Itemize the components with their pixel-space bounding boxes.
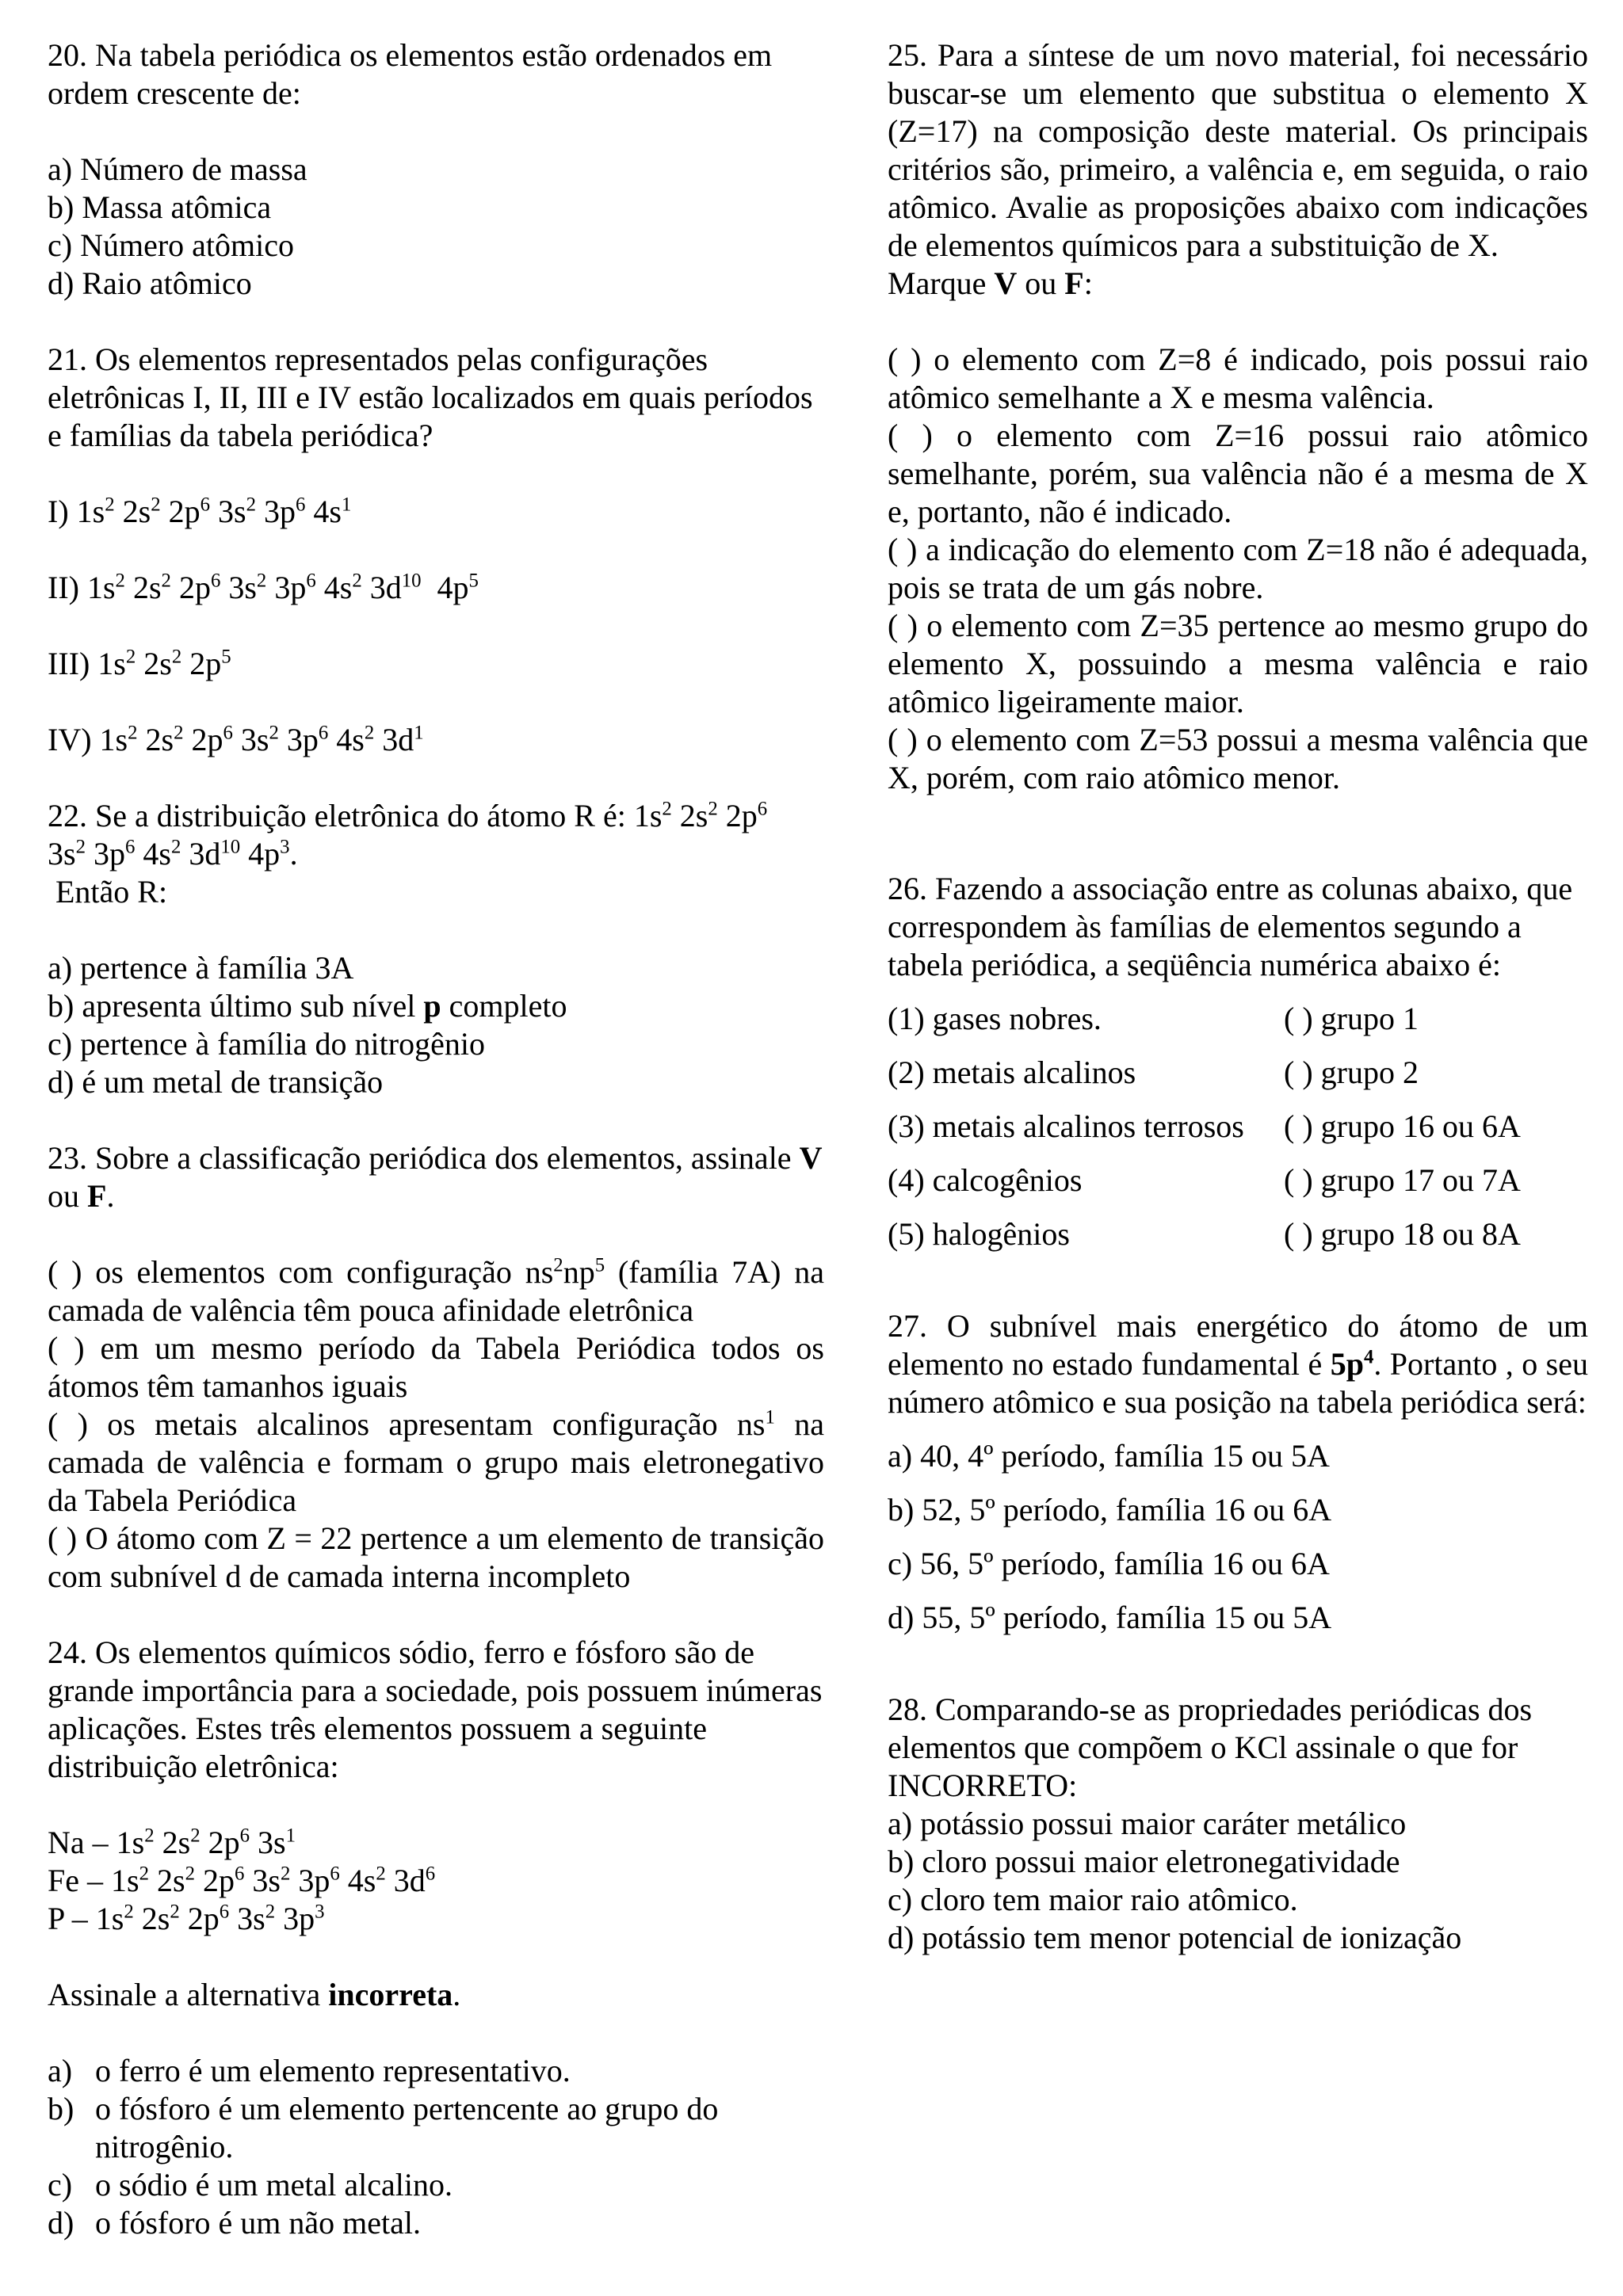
question-28-stem: 28. Comparando-se as propriedades periódicas dos elementos que compõem o KCl assinale o que for INCORRETO: (888, 1691, 1533, 1803)
question-25-statement-2: ( ) o elemento com Z=16 possui raio atômico semelhante, porém, sua valência não é a mesma de X e, portanto, não é indicado. (888, 418, 1588, 529)
question-27-option-d: d) 55, 5º período, família 15 ou 5A (888, 1600, 1332, 1635)
question-23-statement-2: ( ) em um mesmo período da Tabela Periódica todos os átomos têm tamanhos iguais (48, 1330, 824, 1404)
question-24-option-c: c) o sódio é um metal alcalino. (48, 2167, 453, 2203)
configuration-iii: III) $1s^2$ $2s^2$ $2p^5$ (48, 646, 231, 681)
association-row: (1) gases nobres. ( ) grupo 1 (888, 1001, 1419, 1036)
question-23 (48, 1139, 824, 1596)
question-24-instruction: Assinale a alternativa incorreta. (48, 1977, 461, 2012)
question-20-option-a: a) Número de massa (48, 151, 307, 187)
question-23-statement-4: ( ) O átomo com Z = 22 pertence a um elemento de transição com subnível d de camada interna incompleto (48, 1520, 824, 1594)
question-20 (48, 36, 824, 303)
question-27-option-c: c) 56, 5º período, família 16 ou 6A (888, 1546, 1330, 1581)
question-25-statement-1: ( ) o elemento com Z=8 é indicado, pois possui raio atômico semelhante a X e mesma valência. (888, 341, 1588, 415)
question-20-option-c: c) Número atômico (48, 227, 294, 263)
question-27-option-b: b) 52, 5º período, família 16 ou 6A (888, 1492, 1332, 1527)
question-28-option-c: c) cloro tem maior raio atômico. (888, 1882, 1298, 1917)
question-25-statement-5: ( ) o elemento com Z=53 possui a mesma valência que X, porém, com raio atômico menor. (888, 722, 1588, 795)
left-column (48, 36, 824, 2242)
question-23-statement-3: ( ) os metais alcalinos apresentam configuração $ns^1$ na camada de valência e formam o grupo mais eletronegativo da Tabela Periódica (48, 1406, 824, 1518)
question-28 (888, 1691, 1588, 1957)
question-25 (888, 36, 1588, 797)
question-21 (48, 341, 824, 759)
question-22-then: Então R: (55, 874, 168, 910)
question-26-stem: 26. Fazendo a associação entre as colunas abaixo, que correspondem às famílias de elementos segundo a tabela periódica, a seqüência numérica abaixo é: (888, 871, 1573, 982)
question-23-stem: 23. Sobre a classificação periódica dos elementos, assinale V ou F. (48, 1140, 823, 1214)
association-row: (3) metais alcalinos terrosos ( ) grupo 16 ou 6A (888, 1108, 1521, 1144)
question-28-option-d: d) potássio tem menor potencial de ionização (888, 1920, 1462, 1955)
right-column (888, 36, 1588, 1957)
configuration-iv: IV) $1s^2$ $2s^2$ $2p^6$ $3s^2$ $3p^6$ $4s^2$ $3d^1$ (48, 722, 424, 757)
question-27-option-a: a) 40, 4º período, família 15 ou 5A (888, 1438, 1330, 1474)
question-22-stem: 22. Se a distribuição eletrônica do átomo R é: $1s^2$ $2s^2$ $2p^6$ $3s^2$ $3p^6$ $4s^2$ $3d^{10}$ $4p^3$. (48, 798, 768, 871)
configuration-na: Na – $1s^2$ $2s^2$ $2p^6$ $3s^1$ (48, 1825, 296, 1860)
question-24-stem: 24. Os elementos químicos sódio, ferro e fósforo são de grande importância para a sociedade, pois possuem inúmeras aplicações. Estes três elementos possuem a seguinte distribuição eletrônica: (48, 1634, 823, 1784)
association-row: (5) halogênios ( ) grupo 18 ou 8A (888, 1216, 1521, 1252)
question-25-statement-3: ( ) a indicação do elemento com Z=18 não é adequada, pois se trata de um gás nobre. (888, 532, 1588, 605)
question-24-option-a: a) o ferro é um elemento representativo. (48, 2053, 571, 2088)
question-22 (48, 797, 824, 1101)
question-24 (48, 1634, 824, 2242)
question-22-option-c: c) pertence à família do nitrogênio (48, 1026, 485, 1062)
question-24-option-b: b) o fósforo é um elemento pertencente ao grupo do nitrogênio. (48, 2091, 719, 2164)
question-21-stem: 21. Os elementos representados pelas configurações eletrônicas I, II, III e IV estão localizados em quais períodos e famílias da tabela periódica? (48, 341, 813, 453)
question-25-instruction: Marque V ou F: (888, 265, 1093, 301)
question-20-option-b: b) Massa atômica (48, 189, 272, 225)
question-28-option-b: b) cloro possui maior eletronegatividade (888, 1844, 1400, 1879)
question-27-stem: 27. O subnível mais energético do átomo de um elemento no estado fundamental é $5p^4$. Portanto , o seu número atômico e sua posição na tabela periódica será: (888, 1308, 1588, 1420)
question-20-stem: 20. Na tabela periódica os elementos estão ordenados em ordem crescente de: (48, 37, 773, 111)
question-22-option-a: a) pertence à família 3A (48, 950, 354, 986)
configuration-i: I) $1s^2$ $2s^2$ $2p^6$ $3s^2$ $3p^6$ $4s^1$ (48, 494, 352, 529)
association-row: (4) calcogênios ( ) grupo 17 ou 7A (888, 1162, 1521, 1198)
question-23-statement-1: ( ) os elementos com configuração $ns^2np^5$ (família 7A) na camada de valência têm pouca afinidade eletrônica (48, 1254, 825, 1328)
association-row: (2) metais alcalinos ( ) grupo 2 (888, 1055, 1419, 1090)
configuration-fe: Fe – $1s^2$ $2s^2$ $2p^6$ $3s^2$ $3p^6$ $4s^2$ $3d^6$ (48, 1863, 436, 1898)
question-25-statement-4: ( ) o elemento com Z=35 pertence ao mesmo grupo do elemento X, possuindo a mesma valência e raio atômico ligeiramente maior. (888, 608, 1588, 719)
question-25-stem: 25. Para a síntese de um novo material, foi necessário buscar-se um elemento que substitua o elemento X (Z=17) na composição deste material. Os principais critérios são, primeiro, a valência e, em seguida, o raio atômico. Avalie as proposições abaixo com indicações de elementos químicos para a substituição de X. (888, 37, 1588, 263)
configuration-ii: II) $1s^2$ $2s^2$ $2p^6$ $3s^2$ $3p^6$ $4s^2$ $3d^{10}$ $4p^5$ (48, 570, 479, 605)
question-20-option-d: d) Raio atômico (48, 265, 252, 301)
question-28-option-a: a) potássio possui maior caráter metálico (888, 1806, 1407, 1841)
question-27 (888, 1307, 1588, 1637)
question-24-option-d: d) o fósforo é um não metal. (48, 2205, 421, 2241)
question-22-option-d: d) é um metal de transição (48, 1064, 384, 1100)
configuration-p: P – $1s^2$ $2s^2$ $2p^6$ $3s^2$ $3p^3$ (48, 1901, 325, 1936)
question-22-option-b: b) apresenta último sub nível p completo (48, 988, 567, 1024)
question-26 (888, 870, 1588, 1269)
